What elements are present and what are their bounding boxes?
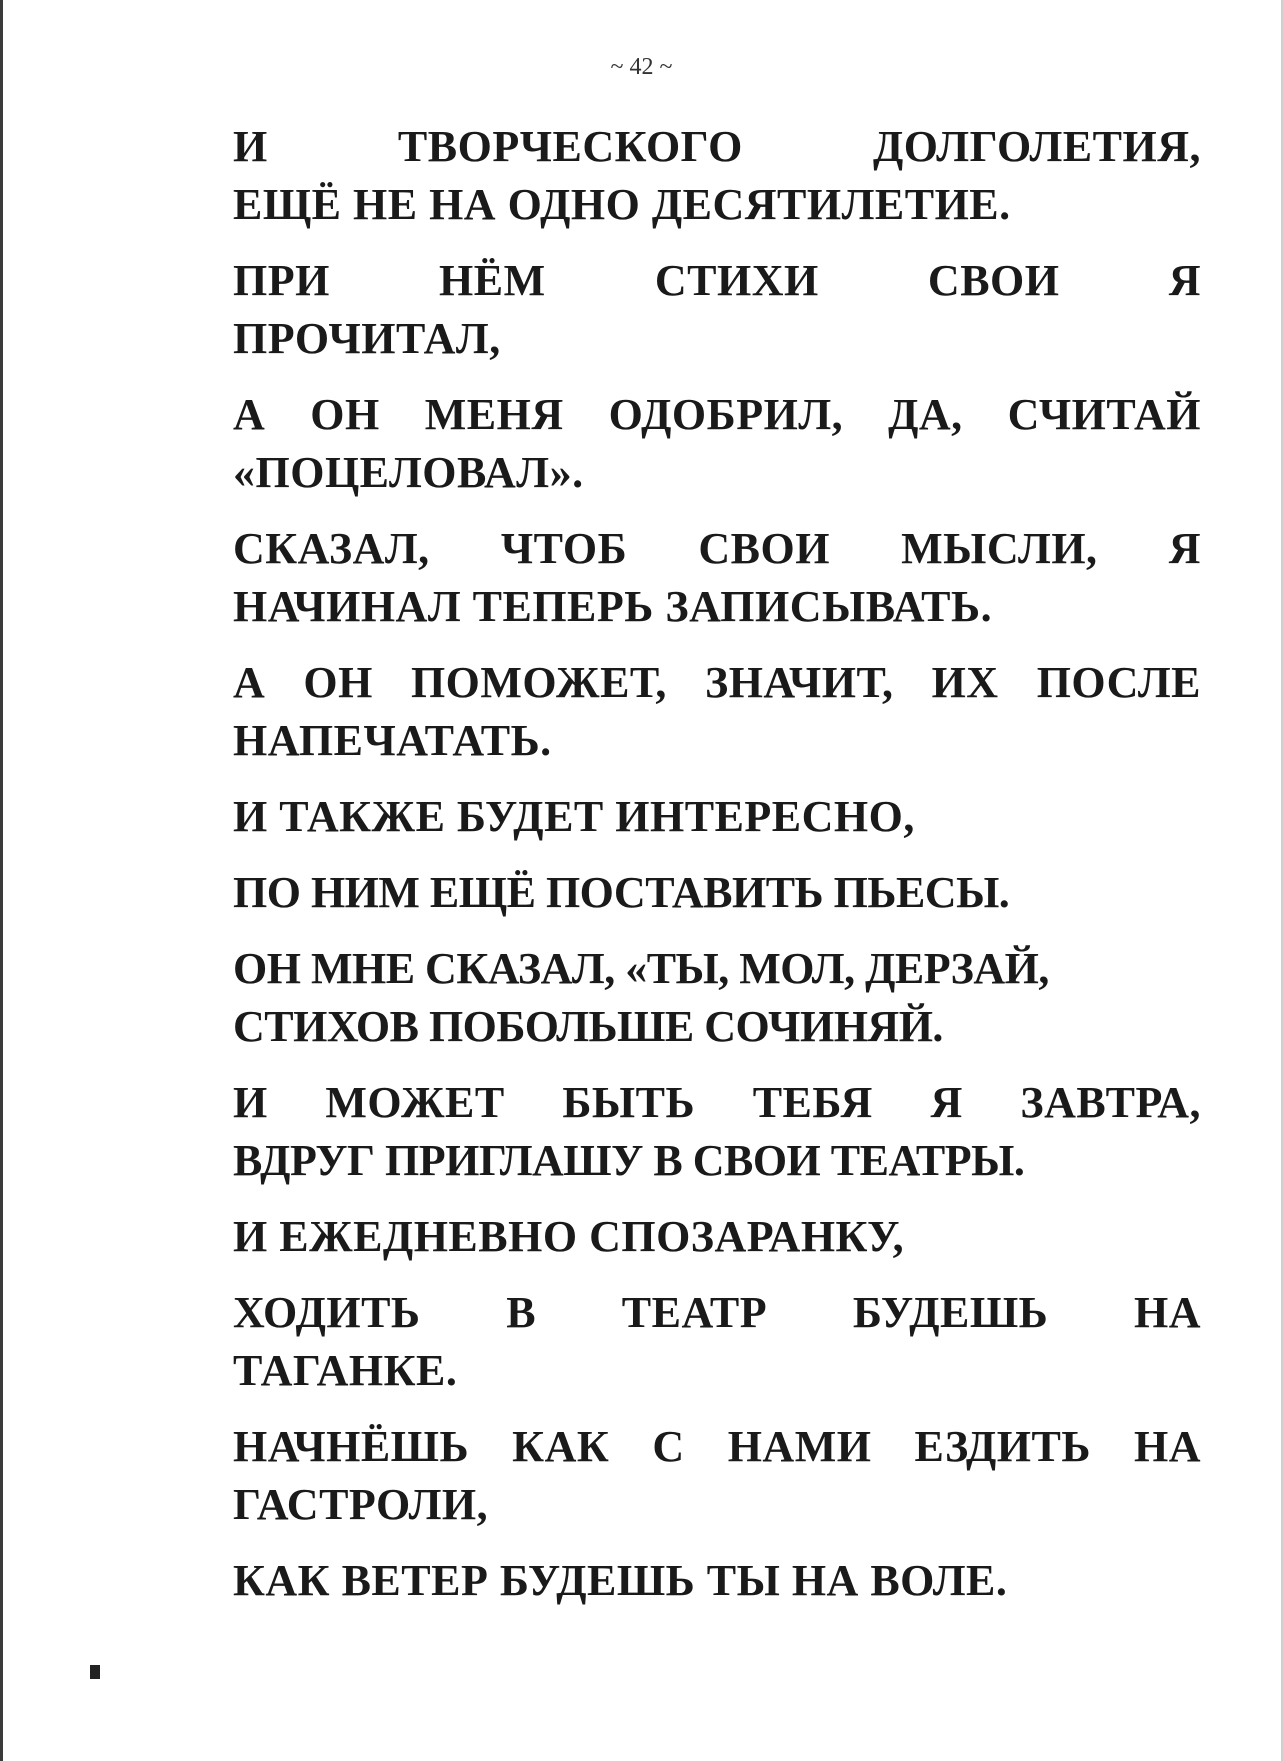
poem-line: ЕЩЁ НЕ НА ОДНО ДЕСЯТИЛЕТИЕ. — [233, 180, 1011, 229]
poem-line: ПО НИМ ЕЩЁ ПОСТАВИТЬ ПЬЕСЫ. — [233, 868, 1010, 917]
poem-line: ГАСТРОЛИ, — [233, 1480, 489, 1529]
poem-line: А ОН МЕНЯ ОДОБРИЛ, ДА, СЧИТАЙ — [233, 390, 1201, 439]
scan-edge-left — [0, 0, 3, 1761]
stanza-5 — [233, 654, 1201, 770]
stanza-11 — [233, 1284, 1201, 1400]
stanza-4 — [233, 520, 1201, 636]
page-number: ~ 42 ~ — [610, 54, 673, 80]
poem-line: «ПОЦЕЛОВАЛ». — [233, 448, 584, 497]
poem-line: И ЕЖЕДНЕВНО СПОЗАРАНКУ, — [233, 1212, 905, 1261]
stanza-3 — [233, 386, 1201, 502]
poem-line: И МОЖЕТ БЫТЬ ТЕБЯ Я ЗАВТРА, — [233, 1078, 1201, 1127]
poem-line: КАК ВЕТЕР БУДЕШЬ ТЫ НА ВОЛЕ. — [233, 1556, 1008, 1605]
stanza-8 — [233, 940, 1201, 1056]
stanza-13 — [233, 1552, 1201, 1610]
poem-line: НАПЕЧАТАТЬ. — [233, 716, 552, 765]
stanza-12 — [233, 1418, 1201, 1534]
poem-line: ХОДИТЬ В ТЕАТР БУДЕШЬ НА — [233, 1288, 1201, 1337]
poem-line: ПРОЧИТАЛ, — [233, 314, 501, 363]
poem-line: ТАГАНКЕ. — [233, 1346, 458, 1395]
poem-line: СТИХОВ ПОБОЛЬШЕ СОЧИНЯЙ. — [233, 1002, 943, 1051]
poem-line: И ТАКЖЕ БУДЕТ ИНТЕРЕСНО, — [233, 792, 915, 841]
stanza-10 — [233, 1208, 1201, 1266]
poem-line: А ОН ПОМОЖЕТ, ЗНАЧИТ, ИХ ПОСЛЕ — [233, 658, 1201, 707]
poem-line: ВДРУГ ПРИГЛАШУ В СВОИ ТЕАТРЫ. — [233, 1136, 1025, 1185]
poem-line: НАЧНЁШЬ КАК С НАМИ ЕЗДИТЬ НА — [233, 1422, 1201, 1471]
stanza-6 — [233, 788, 1201, 846]
poem-line: ПРИ НЁМ СТИХИ СВОИ Я — [233, 256, 1201, 305]
stanza-9 — [233, 1074, 1201, 1190]
poem-line: НАЧИНАЛ ТЕПЕРЬ ЗАПИСЫВАТЬ. — [233, 582, 993, 631]
scan-mark — [90, 1665, 100, 1679]
poem-line: И ТВОРЧЕСКОГО ДОЛГОЛЕТИЯ, — [233, 122, 1201, 171]
stanza-7 — [233, 864, 1201, 922]
stanza-1 — [233, 118, 1201, 234]
poem-line: ОН МНЕ СКАЗАЛ, «ТЫ, МОЛ, ДЕРЗАЙ, — [233, 944, 1049, 993]
stanza-2 — [233, 252, 1201, 368]
poem-text — [233, 118, 1201, 1628]
poem-line: СКАЗАЛ, ЧТОБ СВОИ МЫСЛИ, Я — [233, 524, 1201, 573]
